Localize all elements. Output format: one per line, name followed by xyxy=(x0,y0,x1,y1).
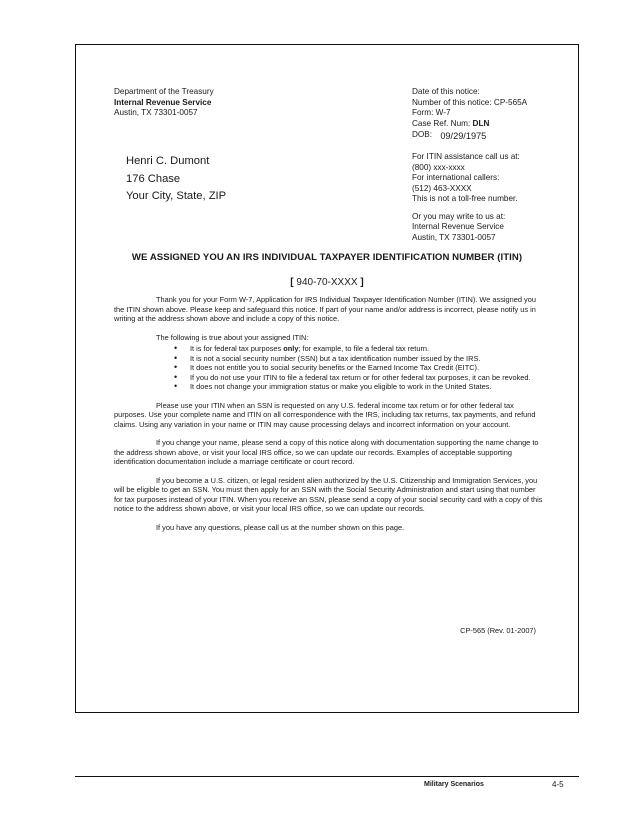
help-line-3: For international callers: xyxy=(412,173,500,182)
notice-title: WE ASSIGNED YOU AN IRS INDIVIDUAL TAXPAYER IDENTIFICATION NUMBER (ITIN) xyxy=(131,252,523,263)
footer-section-title: Military Scenarios xyxy=(424,781,484,788)
itin-number xyxy=(76,277,578,288)
dob-value: 09/29/1975 xyxy=(440,131,487,141)
case-ref-label: Case Ref. Num: xyxy=(412,118,471,128)
body-paragraph-3: If you change your name, please send a copy of this notice along with documentation supporting the name change to the address shown above, or visit your local IRS office, so we can update our records. Examples of acceptable supporting identification documentation include a marriage certificate or court record. xyxy=(114,438,539,466)
notice-dob xyxy=(412,129,527,141)
notice-case-ref xyxy=(412,119,527,130)
dob-label: DOB: xyxy=(412,130,433,139)
form-revision: CP-565 (Rev. 01-2007) xyxy=(460,626,536,635)
footer-divider xyxy=(75,776,579,777)
help-line-8: Austin, TX 73301-0057 xyxy=(412,232,496,242)
itin-value: 940-70-XXXX xyxy=(296,277,358,288)
help-line-7: Internal Revenue Service xyxy=(412,222,504,231)
itin-bracket-open: [ xyxy=(290,277,294,288)
help-line-5: This is not a toll-free number. xyxy=(412,194,518,203)
notice-info xyxy=(412,87,527,141)
body-paragraph-1: Thank you for your Form W-7, Application for IRS Individual Taxpayer Identification Number (ITIN). We assigned you the ITIN shown above. Please keep and safeguard this notice. If part of your name and/or address is incorrect, please notify us in writing at the address shown above and include a copy of this notice. xyxy=(114,295,536,323)
notice-body xyxy=(114,295,544,541)
itin-bracket-close: ] xyxy=(360,277,364,288)
help-contact xyxy=(412,152,520,243)
help-intl-phone: (512) 463-XXXX xyxy=(412,183,472,193)
body-paragraph-4: If you become a U.S. citizen, or legal resident alien authorized by the U.S. Citizenship and Immigration Services, you will be eligible to get an SSN. You must then apply for an SSN with the Social Security Administration and start using that number for tax purposes instead of your ITIN. When you receive an SSN, please send a copy of your social security card with a copy of this notice to the address shown above, or visit your local IRS office, so we can update our records. xyxy=(114,475,543,513)
notice-form: Form: W-7 xyxy=(412,108,451,117)
notice-frame xyxy=(75,44,579,713)
body-list-intro: The following is true about your assigned ITIN: xyxy=(156,332,309,342)
notice-number: Number of this notice: CP-565A xyxy=(412,97,528,107)
addressee-city: Your City, State, ZIP xyxy=(126,190,227,202)
help-line-1: For ITIN assistance call us at: xyxy=(412,152,520,161)
body-paragraph-5: If you have any questions, please call us at the number shown on this page. xyxy=(156,522,405,532)
list-item: • It does not entitle you to social security benefits or the Earned Income Tax Credit (EITC). xyxy=(190,363,544,373)
notice-date-label: Date of this notice: xyxy=(412,87,480,96)
agency-name: Internal Revenue Service xyxy=(114,97,212,107)
list-item: • If you do not use your ITIN to file a federal tax return or for other federal tax purposes, it can be revoked. xyxy=(190,373,544,383)
help-line-6: Or you may write to us at: xyxy=(412,211,506,221)
list-item: • It is for federal tax purposes only; for example, to file a federal tax return. xyxy=(190,344,544,354)
itin-facts-list xyxy=(172,344,544,392)
addressee-block xyxy=(126,153,226,206)
addressee-street: 176 Chase xyxy=(126,172,181,185)
agency-city: Austin, TX 73301-0057 xyxy=(114,108,198,117)
agency-department: Department of the Treasury xyxy=(114,87,214,96)
body-paragraph-2: Please use your ITIN when an SSN is requested on any U.S. federal income tax return or for other federal tax purposes. Use your complete name and ITIN on all correspondence with the IRS, including tax returns, tax payments, and refund claims. Using any variation in your name or ITIN may cause processing delays and incorrect information on your account. xyxy=(114,400,536,429)
list-item: • It is not a social security number (SSN) but a tax identification number issued by the IRS. xyxy=(190,354,544,364)
help-phone: (800) xxx-xxxx xyxy=(412,162,465,172)
agency-address xyxy=(114,87,214,119)
case-ref-value: DLN xyxy=(472,118,490,128)
list-item: • It does not change your immigration status or make you eligible to work in the United States. xyxy=(190,382,544,392)
footer-page-number: 4-5 xyxy=(552,780,564,789)
addressee-name: Henri C. Dumont xyxy=(126,155,210,167)
